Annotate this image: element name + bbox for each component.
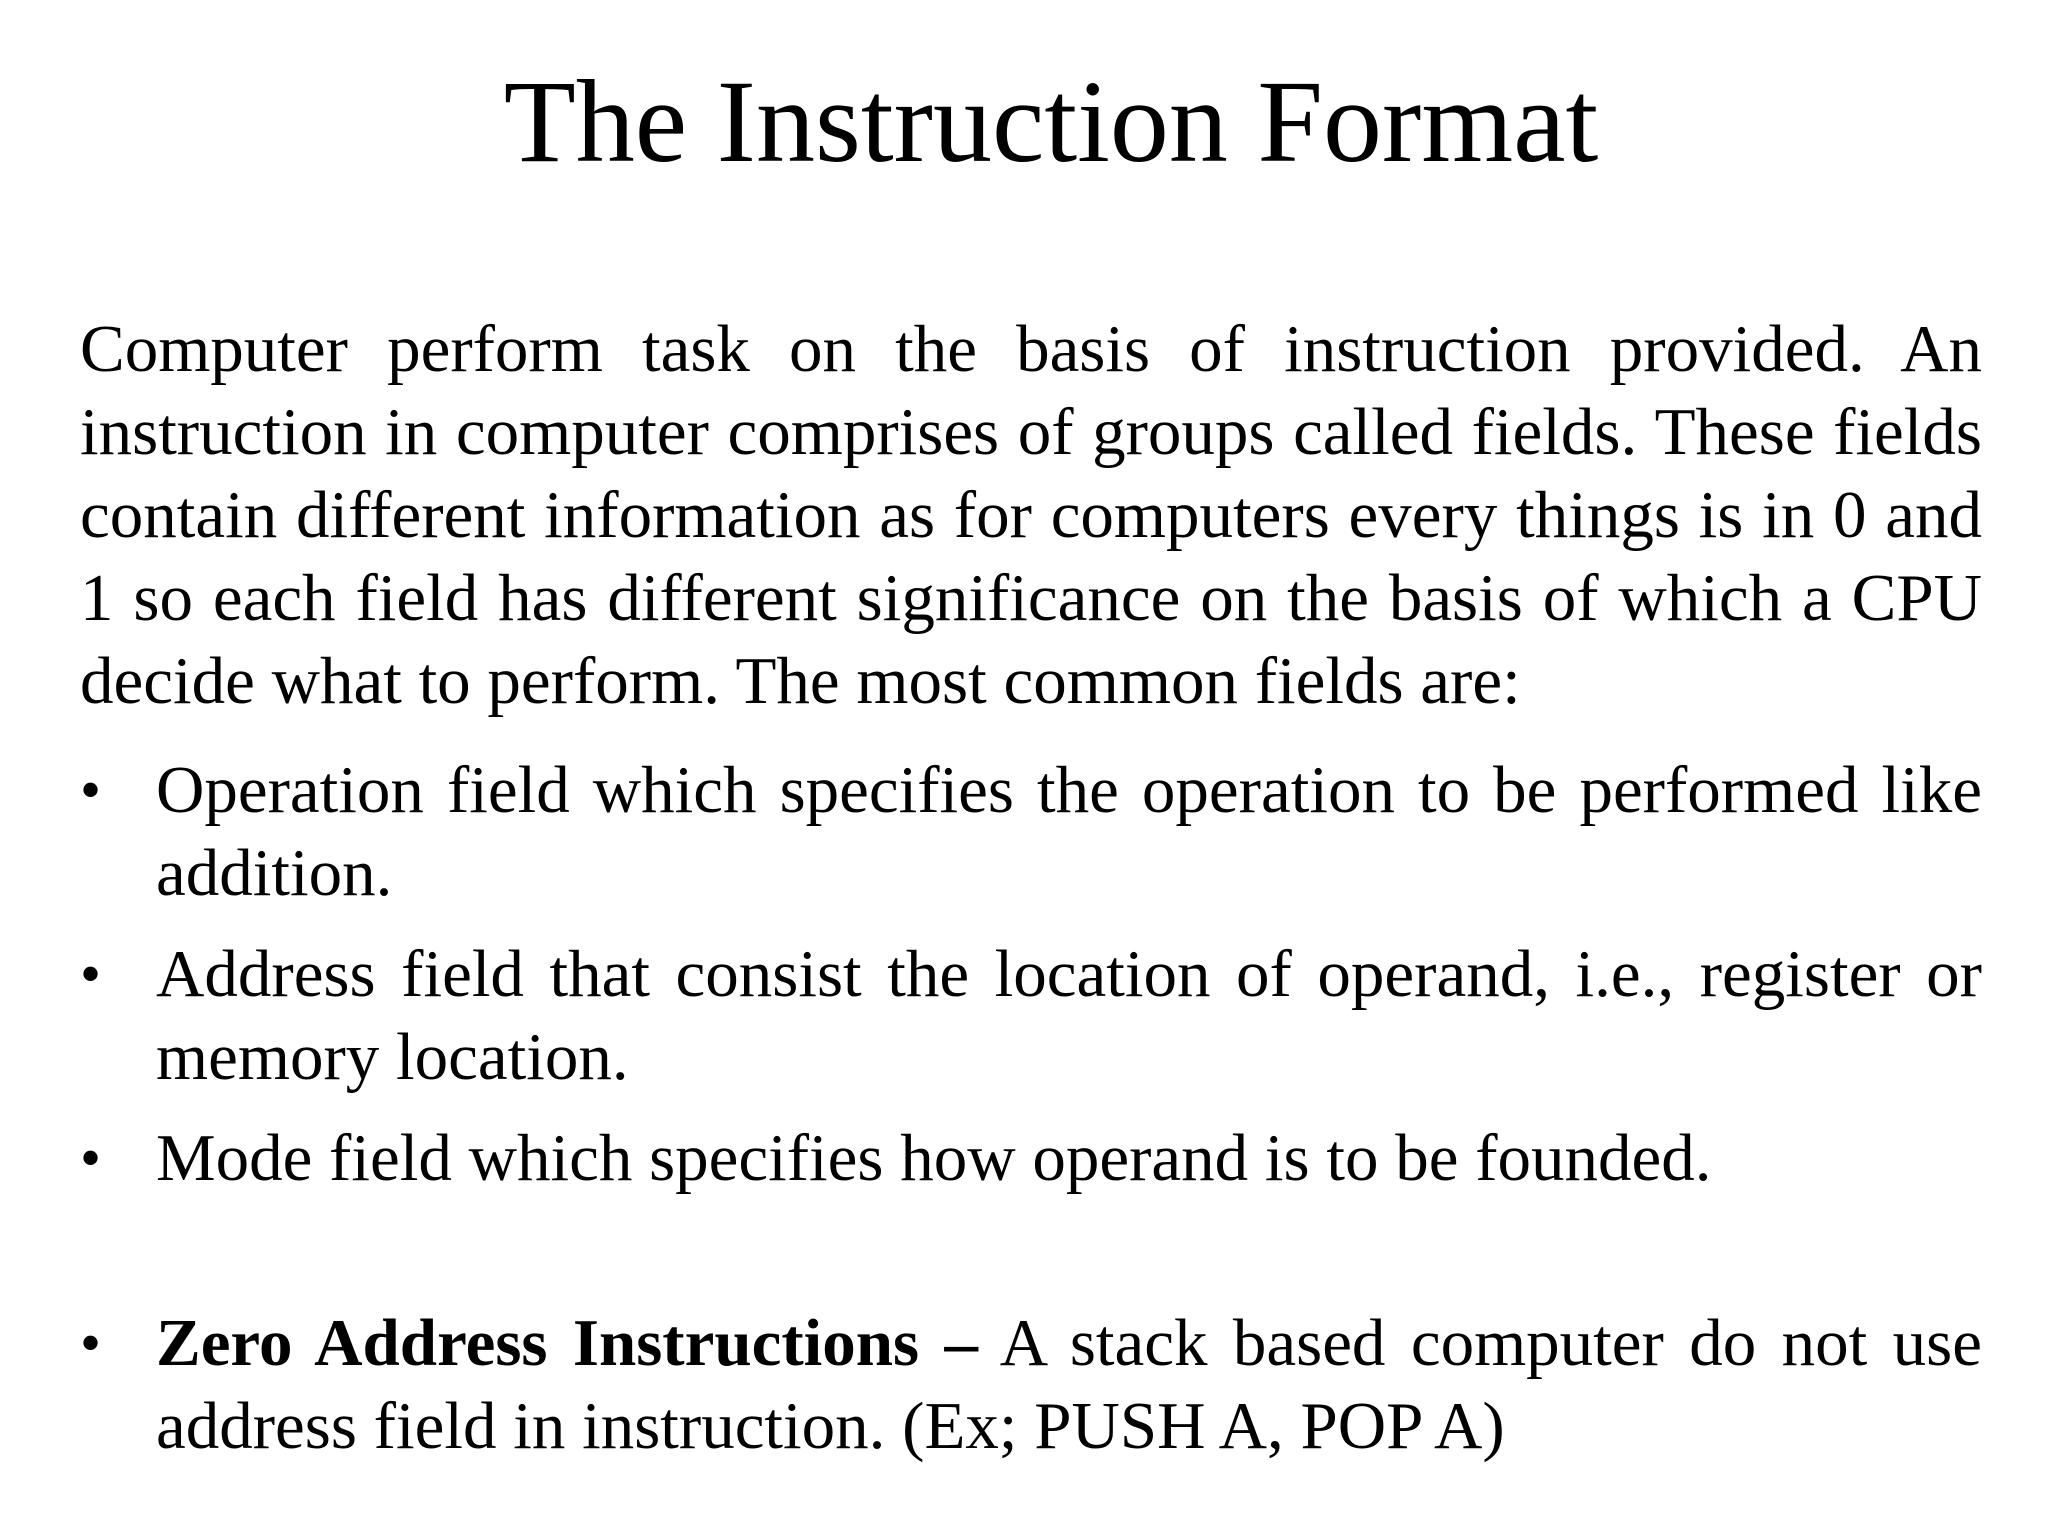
bullet-text: Mode field which specifies how operand is to be founded.	[156, 1121, 1712, 1195]
slide-title: The Instruction Format	[503, 56, 1599, 187]
bullet-marker: •	[80, 941, 102, 1007]
intro-paragraph: Computer perform task on the basis of instruction provided. An instruction in computer comprises of groups called fields. These fields contain different information as for computers every things is in 0 and 1 so each field has different significance on the basis of which a CPU decide what to perform. The most common fields are:	[80, 312, 1982, 718]
bullet-marker: •	[80, 757, 102, 823]
bullet-marker: •	[80, 1310, 102, 1376]
bullet-zero-address	[80, 1302, 1982, 1468]
bullet-text: Address field that consist the location of operand, i.e., register or memory location.	[156, 937, 1982, 1094]
bullet-list	[80, 749, 1982, 1468]
bullet-mode-field	[80, 1117, 1982, 1200]
bullet-text: A stack based computer do not use address field in instruction. (Ex; PUSH A, POP A)	[156, 1306, 1982, 1463]
bullet-marker: •	[80, 1125, 102, 1191]
bullet-bold-heading: Zero Address Instructions –	[156, 1306, 979, 1380]
bullet-address-field	[80, 933, 1982, 1099]
bullet-text: Operation field which specifies the operation to be performed like addition.	[156, 753, 1982, 910]
bullet-operation-field	[80, 749, 1982, 915]
